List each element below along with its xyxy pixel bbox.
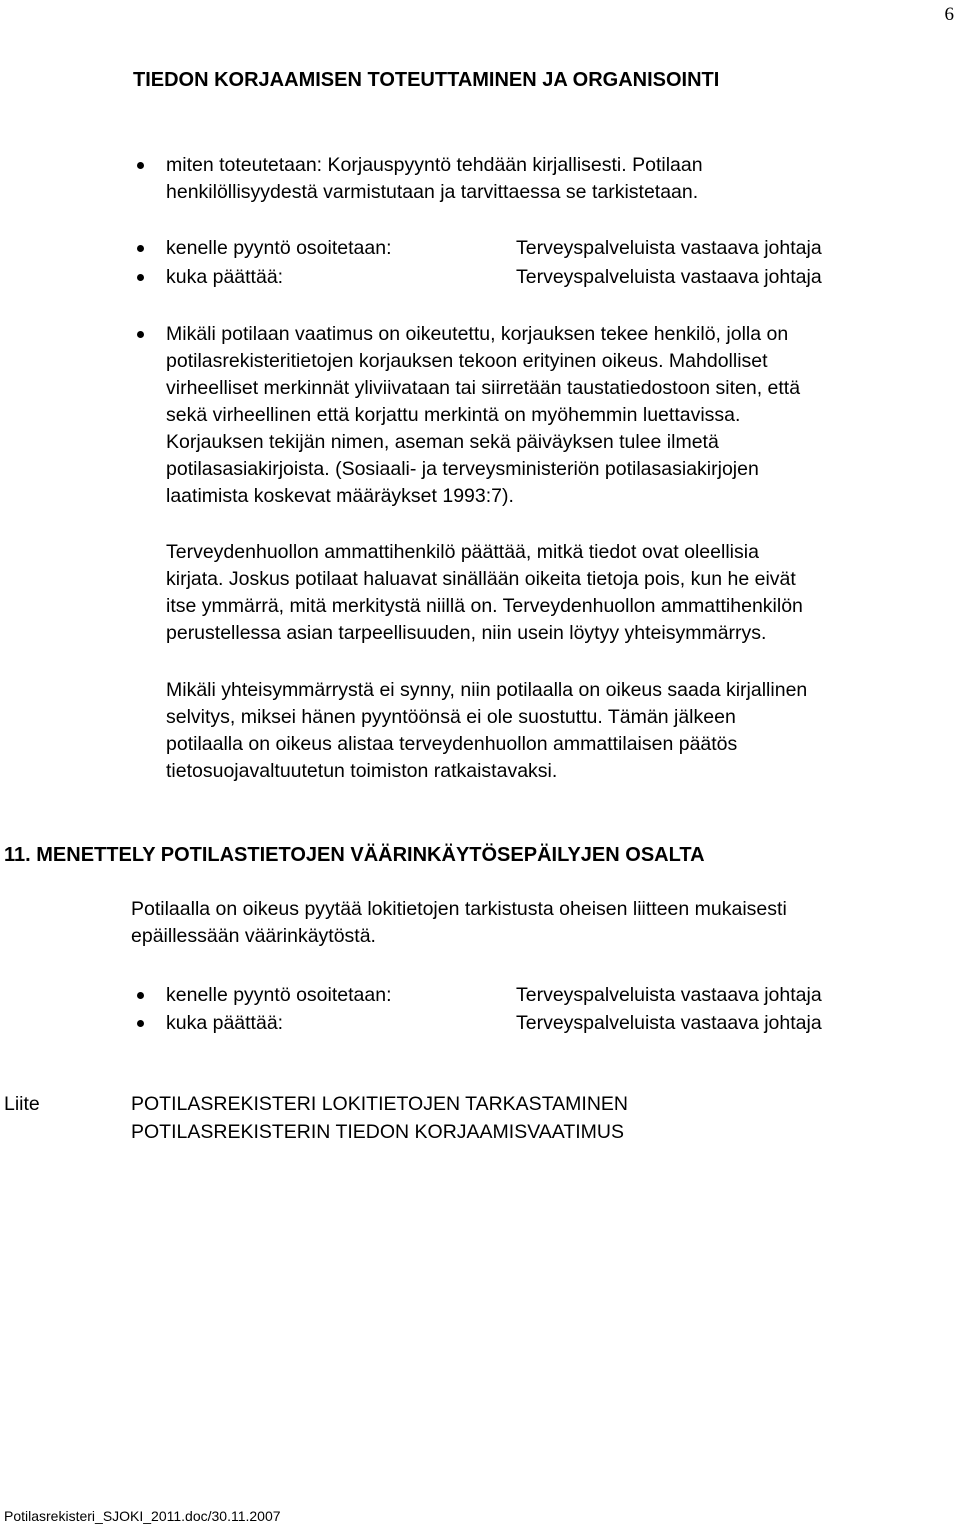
to-whom-label: kenelle pyyntö osoitetaan: [166,237,392,259]
professional-line-2: kirjata. Joskus potilaat haluavat sinällään oikeita tietoja pois, kun he eivät [166,568,796,590]
decides-label: kuka päättää: [166,266,284,288]
professional-line-4: perustellessa asian tarpeellisuuden, niin usein löytyy yhteisymmärrys. [166,622,767,644]
bullet-icon [137,162,144,169]
justified-line-7: laatimista koskevat määräykset 1993:7). [166,485,514,507]
justified-line-3: virheelliset merkinnät yliviivataan tai siirretään taustatiedostoon siten, että [166,377,801,399]
page-number: 6 [944,4,954,25]
decides-value: Terveyspalveluista vastaava johtaja [516,266,822,288]
to-whom-value: Terveyspalveluista vastaava johtaja [516,237,822,259]
section-11-intro-line-2: epäillessään väärinkäytöstä. [131,925,376,947]
section-11-intro-line-1: Potilaalla on oikeus pyytää lokitietojen tarkistusta oheisen liitteen mukaisesti [131,898,787,920]
bullet-how-line-2: henkilöllisyydestä varmistutaan ja tarvittaessa se tarkistetaan. [166,181,699,203]
bullet-icon [137,245,144,252]
no-agreement-line-4: tietosuojavaltuutetun toimiston ratkaistavaksi. [166,760,558,782]
justified-line-2: potilasrekisteritietojen korjauksen tekoon erityinen oikeus. Mahdolliset [166,350,768,372]
s11-to-whom-label: kenelle pyyntö osoitetaan: [166,984,392,1006]
attachment-label: Liite [4,1093,40,1115]
justified-line-1: Mikäli potilaan vaatimus on oikeutettu, korjauksen tekee henkilö, jolla on [166,323,789,345]
justified-line-5: Korjauksen tekijän nimen, aseman sekä päiväyksen tulee ilmetä [166,431,719,453]
attachment-item: POTILASREKISTERI LOKITIETOJEN TARKASTAMINEN [131,1093,628,1115]
no-agreement-line-3: potilaalla on oikeus alistaa terveydenhuollon ammattilaisen päätös [166,733,738,755]
justified-line-4: sekä virheellinen että korjattu merkintä on myöhemmin luettavissa. [166,404,741,426]
s11-decides-value: Terveyspalveluista vastaava johtaja [516,1012,822,1034]
bullet-icon [137,331,144,338]
section-title: TIEDON KORJAAMISEN TOTEUTTAMINEN JA ORGANISOINTI [133,69,720,91]
bullet-icon [137,274,144,281]
no-agreement-line-2: selvitys, miksei hänen pyyntöönsä ei ole suostuttu. Tämän jälkeen [166,706,736,728]
s11-to-whom-value: Terveyspalveluista vastaava johtaja [516,984,822,1006]
no-agreement-line-1: Mikäli yhteisymmärrystä ei synny, niin potilaalla on oikeus saada kirjallinen [166,679,808,701]
attachment-item: POTILASREKISTERIN TIEDON KORJAAMISVAATIMUS [131,1121,625,1143]
professional-line-3: itse ymmärrä, mitä merkitystä niillä on. Terveydenhuollon ammattihenkilön [166,595,803,617]
footer-filename: Potilasrekisteri_SJOKI_2011.doc/30.11.2007 [4,1508,281,1524]
professional-line-1: Terveydenhuollon ammattihenkilö päättää, mitkä tiedot ovat oleellisia [166,541,759,563]
section-11-title: 11. MENETTELY POTILASTIETOJEN VÄÄRINKÄYTÖSEPÄILYJEN OSALTA [4,844,705,866]
justified-line-6: potilasasiakirjoista. (Sosiaali- ja terveysministeriön potilasasiakirjojen [166,458,759,480]
bullet-icon [137,992,144,999]
s11-decides-label: kuka päättää: [166,1012,284,1034]
bullet-how-line-1: miten toteutetaan: Korjauspyyntö tehdään kirjallisesti. Potilaan [166,154,703,176]
bullet-icon [137,1020,144,1027]
